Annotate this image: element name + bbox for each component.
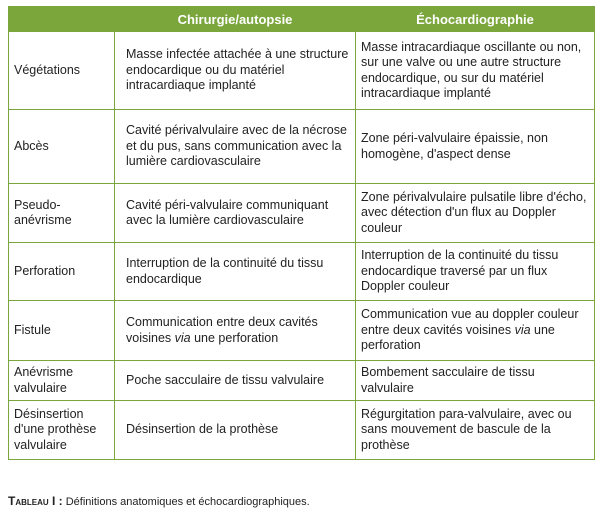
- echo-cell: Bombement sacculaire de tissu valvulaire: [356, 361, 595, 401]
- echo-cell: Régurgitation para-valvulaire, avec ou sans mouvement de bascule de la prothèse: [356, 401, 595, 460]
- header-echo: Échocardiographie: [356, 7, 595, 32]
- definitions-table-container: [8, 6, 594, 460]
- definitions-table: [8, 6, 595, 460]
- row-label: Végétations: [9, 32, 115, 110]
- surgery-cell: Masse infectée attachée à une structure endocardique ou du matériel intracardiaque implanté: [115, 32, 356, 110]
- table-row: [9, 184, 595, 243]
- table-row: [9, 301, 595, 361]
- echo-cell: Masse intracardiaque oscillante ou non, sur une valve ou une autre structure endocardique, ou sur du matériel intracardiaque implanté: [356, 32, 595, 110]
- table-row: [9, 110, 595, 184]
- surgery-cell: Cavité péri-valvulaire communiquant avec la lumière cardiovasculaire: [115, 184, 356, 243]
- row-label: Pseudo-anévrisme: [9, 184, 115, 243]
- surgery-text-italic: via: [174, 330, 191, 345]
- echo-text-pre: Communication vue au doppler couleur entre deux cavités voisines: [361, 307, 579, 337]
- echo-cell: [356, 301, 595, 361]
- echo-cell: Interruption de la continuité du tissu endocardique traversé par un flux Doppler couleur: [356, 243, 595, 301]
- echo-text-italic: via: [514, 322, 531, 337]
- echo-cell: Zone péri-valvulaire épaissie, non homogène, d'aspect dense: [356, 110, 595, 184]
- header-empty: [9, 7, 115, 32]
- table-row: [9, 401, 595, 460]
- table-row: [9, 32, 595, 110]
- caption-number: Tableau I :: [8, 494, 63, 508]
- row-label: Fistule: [9, 301, 115, 361]
- echo-cell: Zone périvalvulaire pulsatile libre d'écho, avec détection d'un flux au Doppler couleur: [356, 184, 595, 243]
- row-label: Abcès: [9, 110, 115, 184]
- row-label: Anévrisme valvulaire: [9, 361, 115, 401]
- table-row: [9, 361, 595, 401]
- surgery-cell: Interruption de la continuité du tissu endocardique: [115, 243, 356, 301]
- surgery-cell: [115, 301, 356, 361]
- surgery-cell: Désinsertion de la prothèse: [115, 401, 356, 460]
- table-caption: [8, 494, 310, 508]
- surgery-cell: Cavité périvalvulaire avec de la nécrose et du pus, sans communication avec la lumière cardiovasculaire: [115, 110, 356, 184]
- surgery-cell: Poche sacculaire de tissu valvulaire: [115, 361, 356, 401]
- table-header-row: [9, 7, 595, 32]
- table-row: [9, 243, 595, 301]
- header-surgery: Chirurgie/autopsie: [115, 7, 356, 32]
- surgery-text-post: une perforation: [190, 330, 279, 345]
- caption-text: Définitions anatomiques et échocardiographiques.: [62, 496, 310, 508]
- echo-text-post: une perforation: [361, 322, 555, 353]
- row-label: Perforation: [9, 243, 115, 301]
- row-label: Désinsertion d'une prothèse valvulaire: [9, 401, 115, 460]
- surgery-text-pre: Communication entre deux cavités voisines: [126, 315, 318, 345]
